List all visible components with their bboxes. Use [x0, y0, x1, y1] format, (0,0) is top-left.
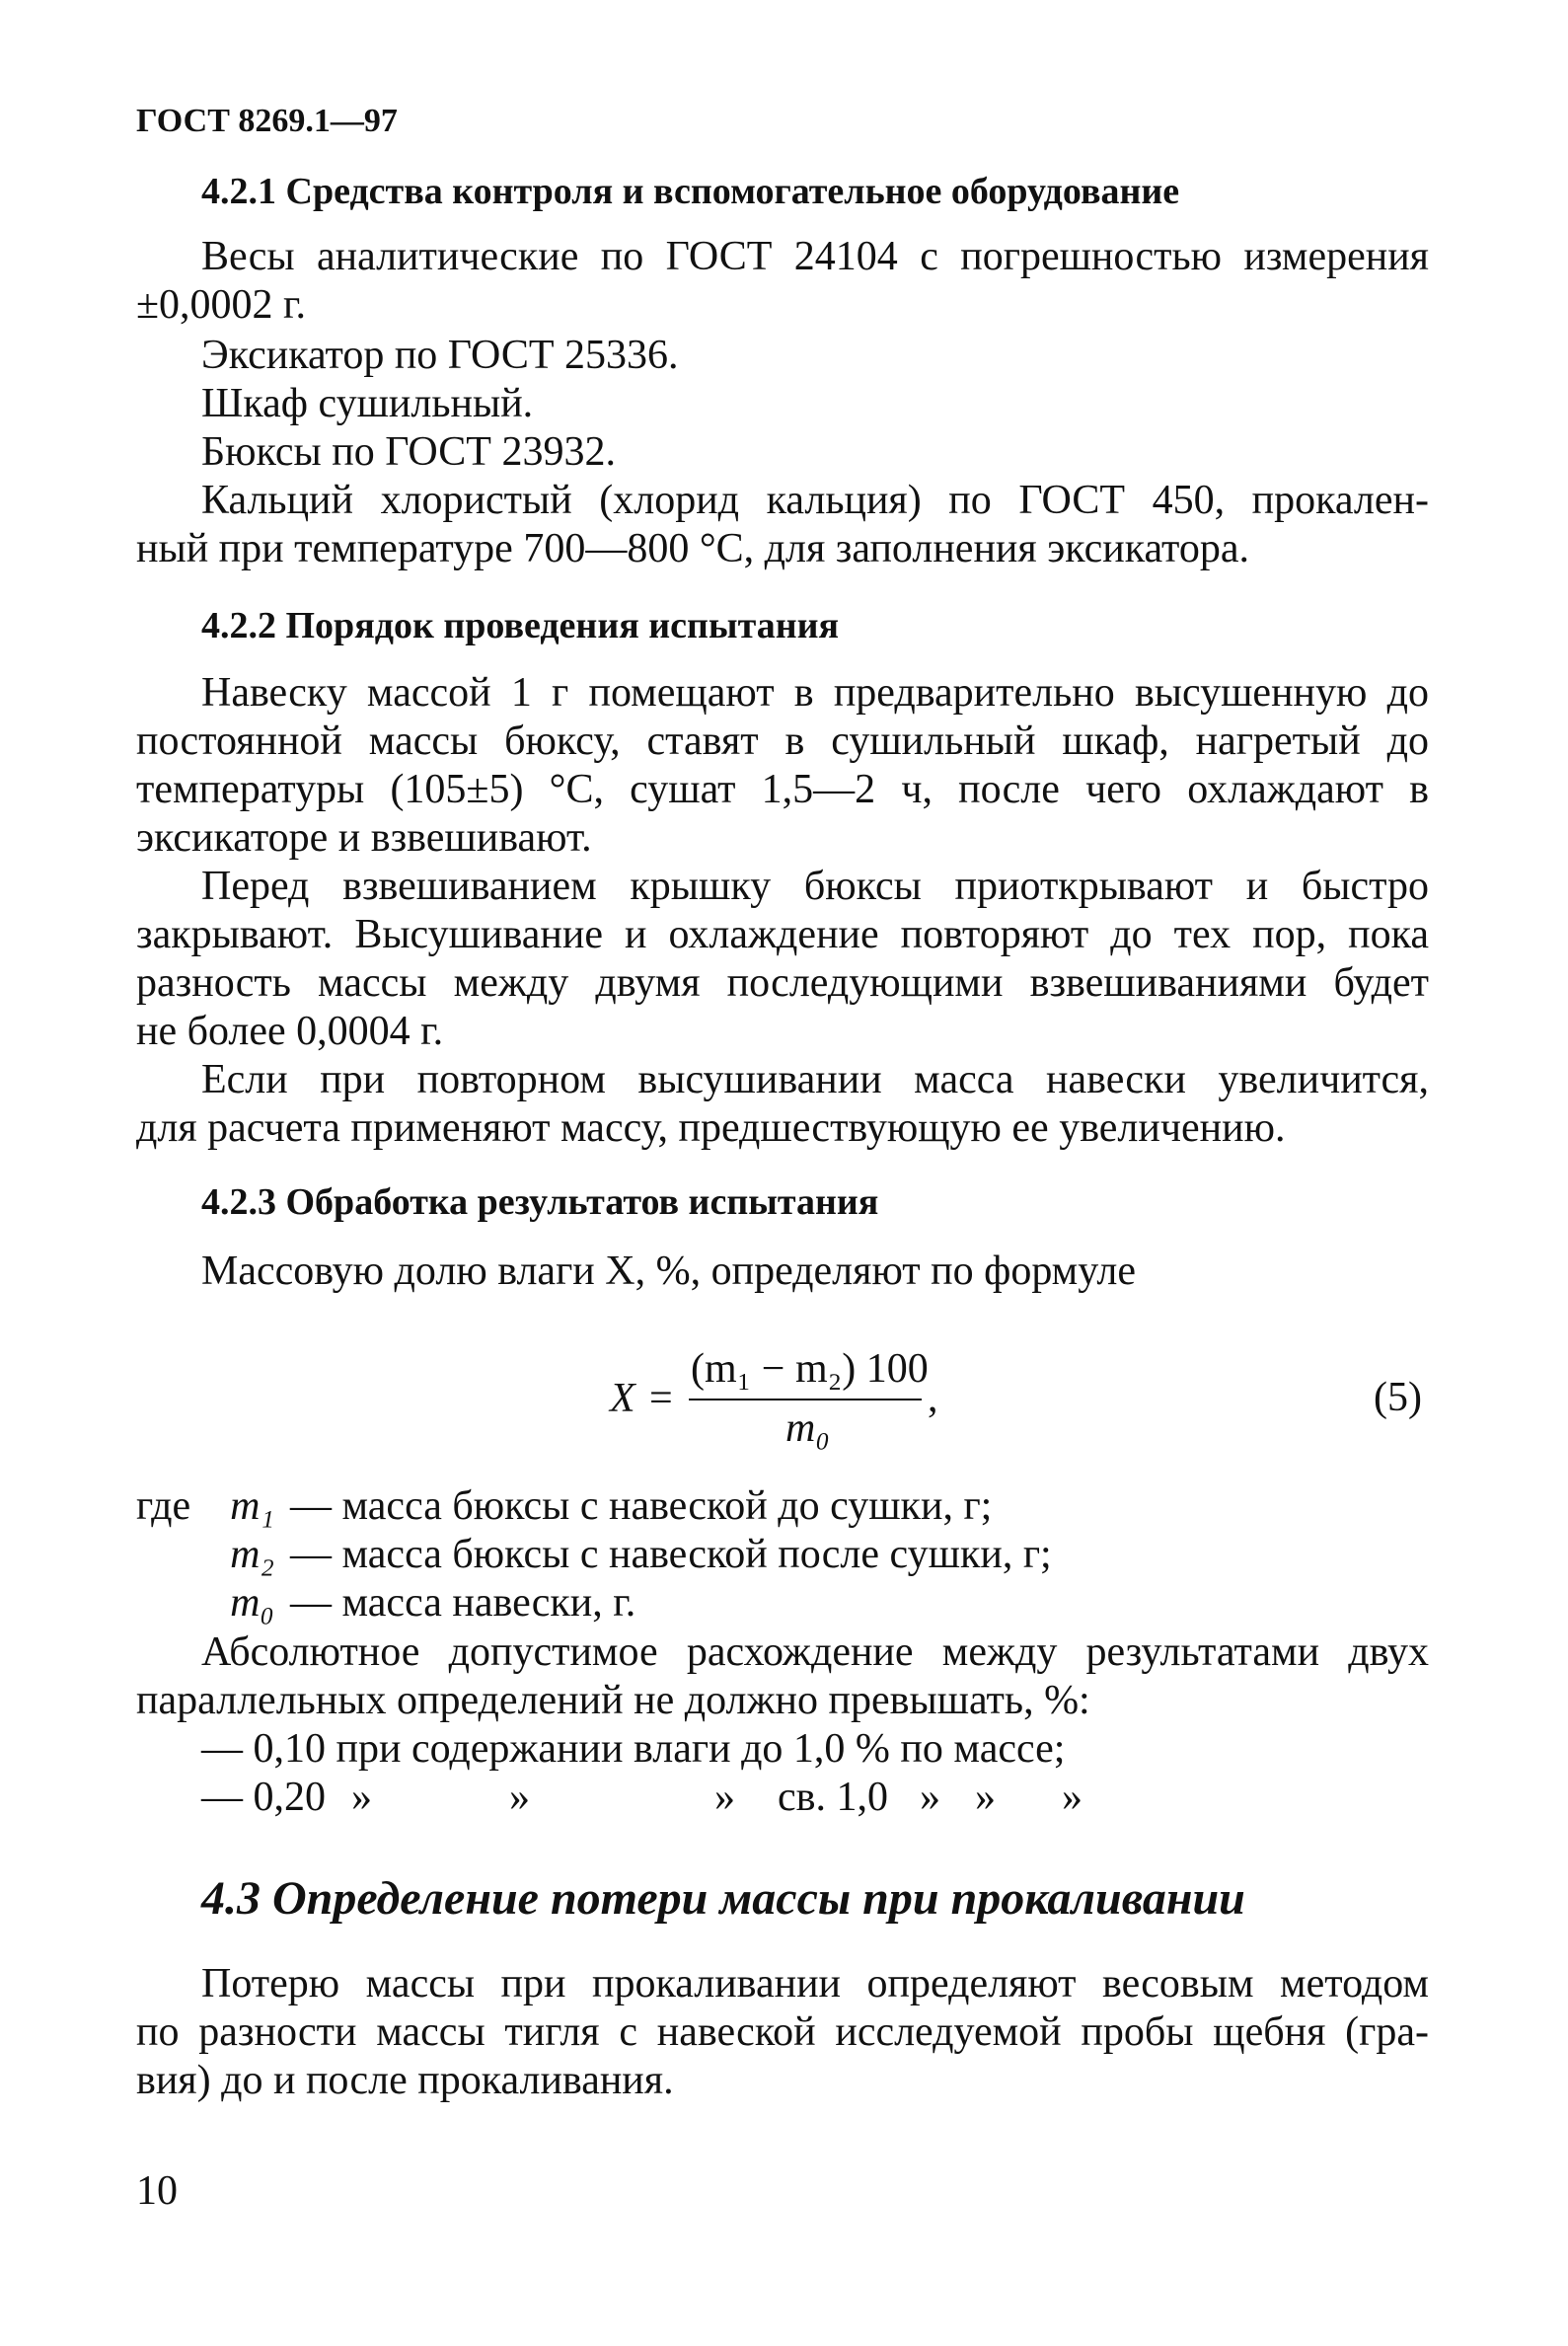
- text-line: Навеску массой 1 г помещают в предварительно высушенную до: [201, 670, 1429, 716]
- ditto-mark: »: [351, 1775, 372, 1820]
- text-line: ный при температуре 700—800 °С, для заполнения эксикатора.: [136, 526, 1249, 571]
- formula-equals: =: [649, 1376, 673, 1421]
- para-tolerance: [136, 1628, 1429, 1725]
- text-line: разность массы между двумя последующими взвешиваниями будет: [136, 960, 1429, 1006]
- where-word: где: [136, 1483, 191, 1529]
- tolerance-value: — 0,20: [201, 1775, 326, 1820]
- legend-symbol: m₂: [230, 1532, 274, 1577]
- para-desiccator: Эксикатор по ГОСТ 25336.: [201, 333, 679, 378]
- ditto-mark: »: [509, 1775, 530, 1820]
- legend-description: — масса бюксы с навеской после сушки, г;: [290, 1532, 1052, 1577]
- text-line: не более 0,0004 г.: [136, 1009, 444, 1054]
- text-line: по разности массы тигля с навеской исследуемой пробы щебня (гра-: [136, 2009, 1429, 2055]
- para-procedure-3: [136, 1056, 1429, 1153]
- tolerance-text: — 0,10 при содержании влаги до 1,0 % по массе;: [201, 1726, 1066, 1772]
- formula-numerator: (m₁ − m₂) 100: [691, 1346, 929, 1392]
- text-line: для расчета применяют массу, предшествующую ее увеличению.: [136, 1105, 1286, 1151]
- page-number: 10: [136, 2168, 178, 2214]
- standard-header: ГОСТ 8269.1—97: [136, 103, 398, 139]
- text-line: вия) до и после прокаливания.: [136, 2058, 674, 2103]
- formula-5: [610, 1337, 985, 1456]
- ditto-mark: »: [1062, 1775, 1083, 1820]
- legend-symbol: m₀: [230, 1580, 274, 1626]
- ditto-mark: »: [920, 1775, 940, 1820]
- text-line: эксикаторе и взвешивают.: [136, 815, 592, 861]
- ditto-mark: »: [975, 1775, 996, 1820]
- para-drying-cabinet: Шкаф сушильный.: [201, 381, 534, 426]
- para-ignition-loss: [136, 1960, 1429, 2105]
- para-formula-intro: Массовую долю влаги X, %, определяют по формуле: [201, 1249, 1137, 1294]
- text-line: Перед взвешиванием крышку бюксы приоткрывают и быстро: [201, 864, 1429, 909]
- text-line: Весы аналитические по ГОСТ 24104 с погрешностью измерения: [201, 234, 1429, 279]
- legend-description: — масса навески, г.: [290, 1580, 636, 1626]
- text-line: Потерю массы при прокаливании определяют весовым методом: [201, 1961, 1429, 2006]
- text-line: постоянной массы бюксу, ставят в сушильный шкаф, нагретый до: [136, 719, 1429, 764]
- formula-lhs: X: [610, 1376, 635, 1421]
- ditto-mark: »: [714, 1775, 735, 1820]
- legend-description: — масса бюксы с навеской до сушки, г;: [290, 1483, 993, 1529]
- text-line: закрывают. Высушивание и охлаждение повторяют до тех пор, пока: [136, 912, 1429, 957]
- text-line: Абсолютное допустимое расхождение между результатами двух: [201, 1629, 1429, 1675]
- heading-4-2-1: 4.2.1 Средства контроля и вспомогательное оборудование: [201, 171, 1180, 212]
- text-line: параллельных определений не должно превышать, %:: [136, 1678, 1090, 1723]
- formula-comma: ,: [928, 1376, 938, 1421]
- text-line: температуры (105±5) °С, сушат 1,5—2 ч, после чего охлаждают в: [136, 767, 1429, 812]
- equation-number: (5): [1374, 1375, 1422, 1420]
- heading-4-2-3: 4.2.3 Обработка результатов испытания: [201, 1181, 879, 1223]
- para-procedure-1: [136, 669, 1429, 863]
- fraction-bar: [689, 1399, 922, 1400]
- heading-4-3: 4.3 Определение потери массы при прокаливании: [201, 1872, 1245, 1925]
- tolerance-range: св. 1,0: [778, 1775, 888, 1820]
- formula-denominator: m₀: [785, 1405, 830, 1451]
- legend-symbol: m₁: [230, 1483, 274, 1529]
- para-calcium-chloride: [136, 477, 1429, 573]
- text-line: Кальций хлористый (хлорид кальция) по ГОСТ 450, прокален-: [201, 478, 1429, 523]
- para-balances: [136, 233, 1429, 330]
- text-line: ±0,0002 г.: [136, 282, 307, 328]
- text-line: Если при повторном высушивании масса навески увеличится,: [201, 1057, 1429, 1102]
- heading-4-2-2: 4.2.2 Порядок проведения испытания: [201, 605, 840, 646]
- para-weighing-bottles: Бюксы по ГОСТ 23932.: [201, 429, 616, 475]
- para-procedure-2: [136, 863, 1429, 1056]
